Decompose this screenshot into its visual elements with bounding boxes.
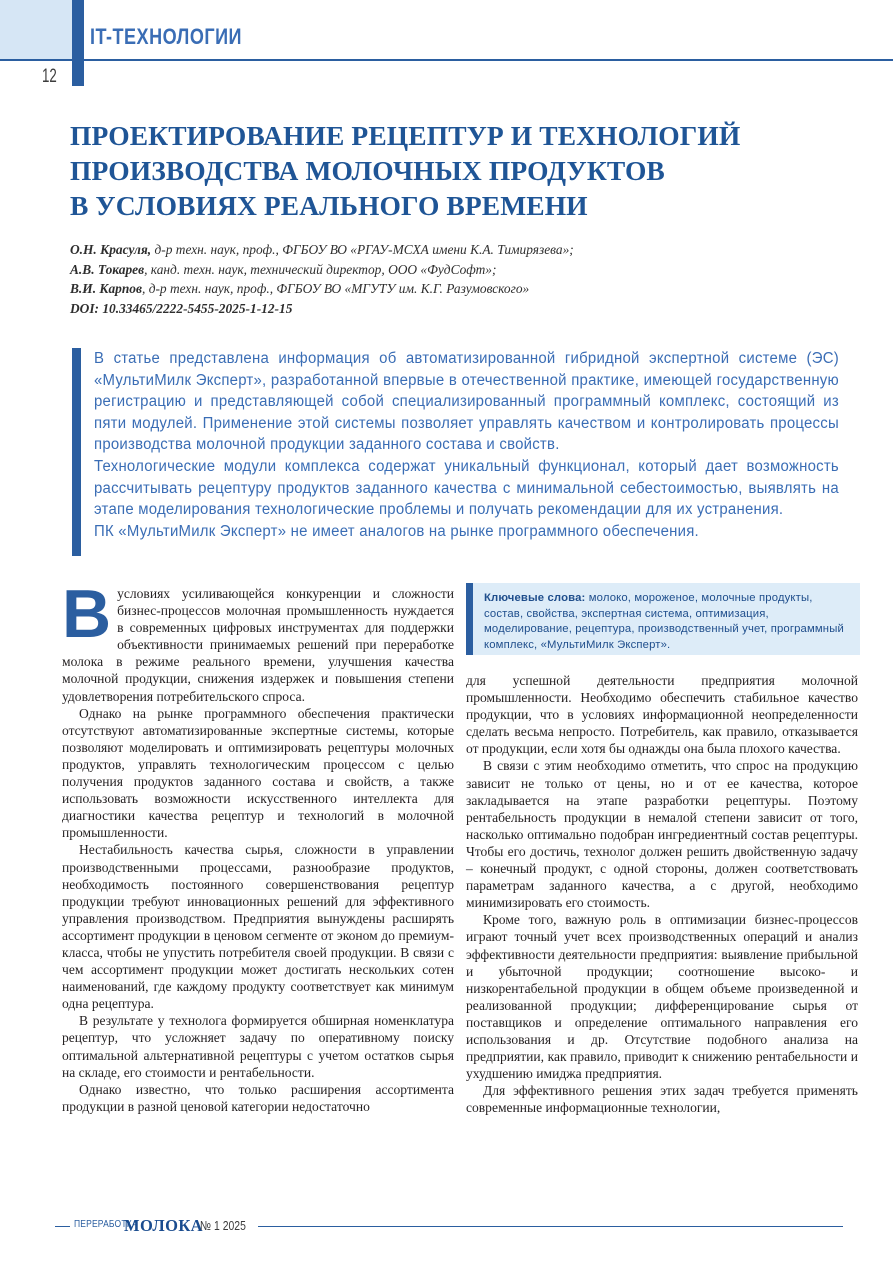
header-tint-block (0, 0, 72, 60)
header-rule-left (0, 59, 72, 61)
footer-rule-left (55, 1226, 70, 1227)
author-name-1: О.Н. Красуля, (70, 242, 152, 257)
header-rule-right (84, 59, 893, 61)
right-paragraph-2: В связи с этим необходимо отметить, что спрос на продукцию зависит не только от цены, но и от ее качества, которое закладывается на этапе разработки рецептуры. Поэтому рентабельность продукции в немалой степени зависит от того, насколько оптимально подобран ингредиентный состав рецептуры. Чтобы его достичь, технолог должен решить двойственную задачу – конечный продукт, с одной стороны, должен соответствовать параметрам заданного качества, а с другой, необходимо минимизировать его стоимость. (466, 758, 858, 911)
author-block (70, 240, 860, 318)
keywords-value: молоко, мороженое, молочные продукты, состав, свойства, экспертная система, оптимизация, моделирование, рецептура, производственный учет, программный комплекс, «МультиМилк Эксперт». (484, 592, 844, 651)
header-accent-bar (72, 0, 84, 86)
right-paragraph-3: Кроме того, важную роль в оптимизации бизнес-процессов играют точный учет всех производственных операций и анализ эффективности деятельности предприятия: выявление прибыльной и убыточной продукции; соотношение высоко- и низкорентабельной продукции в общем объеме произведенной и реализованной продукции; дифференцирование сырья от поставщиков и определение оптимального направления его использования и др. Отсутствие подобного анализа на предприятии, как правило, приводит к снижению рентабельности и ухудшению имиджа предприятия. (466, 912, 858, 1082)
author-affiliation-1: д-р техн. наук, проф., ФГБОУ ВО «РГАУ-МСХА имени К.А. Тимирязева»; (151, 242, 574, 257)
footer-journal-word-2: МОЛОКА (124, 1216, 203, 1235)
author-line-2 (70, 260, 860, 280)
article-title-line-2: ПРОИЗВОДСТВА МОЛОЧНЫХ ПРОДУКТОВ (70, 155, 665, 186)
body-column-right (466, 672, 858, 1192)
left-paragraph-3: Нестабильность качества сырья, сложности в управлении производственными процессами, разнообразие продуктов, необходимость постоянного совершенствования рецептур продукции требуют инновационных решений для эффективного управления производством. Предприятия вынуждены расширять ассортимент продукции в ценовом сегменте от эконом до премиум-класса, чтобы не упустить потребителя своей продукции. В связи с чем ассортимент продукции может достигать нескольких сотен наименований, где каждому продукту соответствует как минимум одна рецептура. (62, 842, 454, 1012)
abstract-paragraph-1: В статье представлена информация об автоматизированной гибридной экспертной системе (ЭС) «МультиМилк Эксперт», разработанной впервые в отечественной практике, имеющей государственную регистрацию и представляющей собой специализированный программный комплекс, состоящий из пяти модулей. Применение этой системы позволяет управлять качеством и контролировать процессы производства молочной продукции заданного состава и свойств. (94, 350, 839, 454)
footer-rule-right (258, 1226, 843, 1227)
left-paragraph-5: Однако известно, что только расширения ассортимента продукции в разной ценовой категории недостаточно (62, 1081, 454, 1114)
abstract-accent-bar (72, 348, 81, 556)
left-paragraph-1 (62, 576, 454, 705)
section-label: IT-ТЕХНОЛОГИИ (90, 24, 242, 49)
keywords-box (466, 583, 860, 655)
left-paragraph-2: Однако на рынке программного обеспечения практически отсутствуют автоматизированные экспертные системы, которые позволяют моделировать и оптимизировать рецептуры молочных продуктов, управлять технологическим процессом с целью получения продуктов заданного состава и свойств, а также использовать возможности искусственного интеллекта для диагностики качества рецептур и технологий в молочной промышленности. (62, 705, 454, 841)
left-paragraph-1-text: условиях усиливающейся конкуренции и сложности бизнес-процессов молочная промышленность нуждается в современных цифровых инструментах для поддержки объективности принимаемых решений при переработке молока в режиме реального времени, улучшения качества молочной продукции, снижения издержек и повышения степени удовлетворения потребительского спроса. (62, 586, 454, 704)
page-number: 12 (42, 66, 57, 87)
article-title (70, 118, 860, 223)
article-title-line-1: ПРОЕКТИРОВАНИЕ РЕЦЕПТУР И ТЕХНОЛОГИЙ (70, 120, 741, 151)
abstract-paragraph-3: ПК «МультиМилк Эксперт» не имеет аналогов на рынке программного обеспечения. (94, 522, 699, 540)
right-paragraph-1: для успешной деятельности предприятия молочной промышленности. Необходимо обеспечить стабильное качество продукции, что в условиях информационной неопределенности сделать весьма непросто. Потребитель, как правило, отказывается от продукции, если хотя бы однажды она была плохого качества. (466, 673, 858, 757)
keywords-accent-bar (466, 583, 473, 655)
page-footer (0, 1216, 893, 1240)
author-name-3: В.И. Карпов (70, 281, 142, 296)
footer-issue: № 1 2025 (200, 1218, 246, 1233)
author-line-1 (70, 240, 860, 260)
doi-line: DOI: 10.33465/2222-5455-2025-1-12-15 (70, 300, 293, 316)
author-affiliation-2: , канд. техн. наук, технический директор, ООО «ФудСофт»; (144, 261, 497, 277)
body-column-left (62, 576, 454, 1190)
footer-journal-word-1: ПЕРЕРАБОТКА (74, 1219, 138, 1230)
author-name-2: А.В. Токарев (70, 261, 145, 277)
right-paragraph-4: Для эффективного решения этих задач требуется применять современные информационные технологии, (466, 1083, 858, 1116)
author-affiliation-3: , д-р техн. наук, проф., ФГБОУ ВО «МГУТУ им. К.Г. Разумовского» (142, 281, 530, 296)
left-paragraph-4: В результате у технолога формируется обширная номенклатура рецептур, что усложняет задачу по оперативному поиску оптимальной альтернативной рецептуры с учетом остатков сырья на складе, его стоимости и рентабельности. (62, 1013, 454, 1080)
author-line-3 (70, 279, 860, 299)
abstract-paragraph-2: Технологические модули комплекса содержат уникальный функционал, который дает возможность рассчитывать рецептуру продуктов заданного качества с минимальной себестоимостью, выявлять на этапе моделирования технологические проблемы и получать рекомендации для их устранения. (94, 457, 839, 519)
keywords-label: Ключевые слова: (484, 592, 586, 604)
keywords-text (484, 591, 848, 653)
drop-cap: В (62, 576, 112, 652)
abstract-text (94, 348, 839, 542)
article-title-line-3: В УСЛОВИЯХ РЕАЛЬНОГО ВРЕМЕНИ (70, 190, 588, 221)
